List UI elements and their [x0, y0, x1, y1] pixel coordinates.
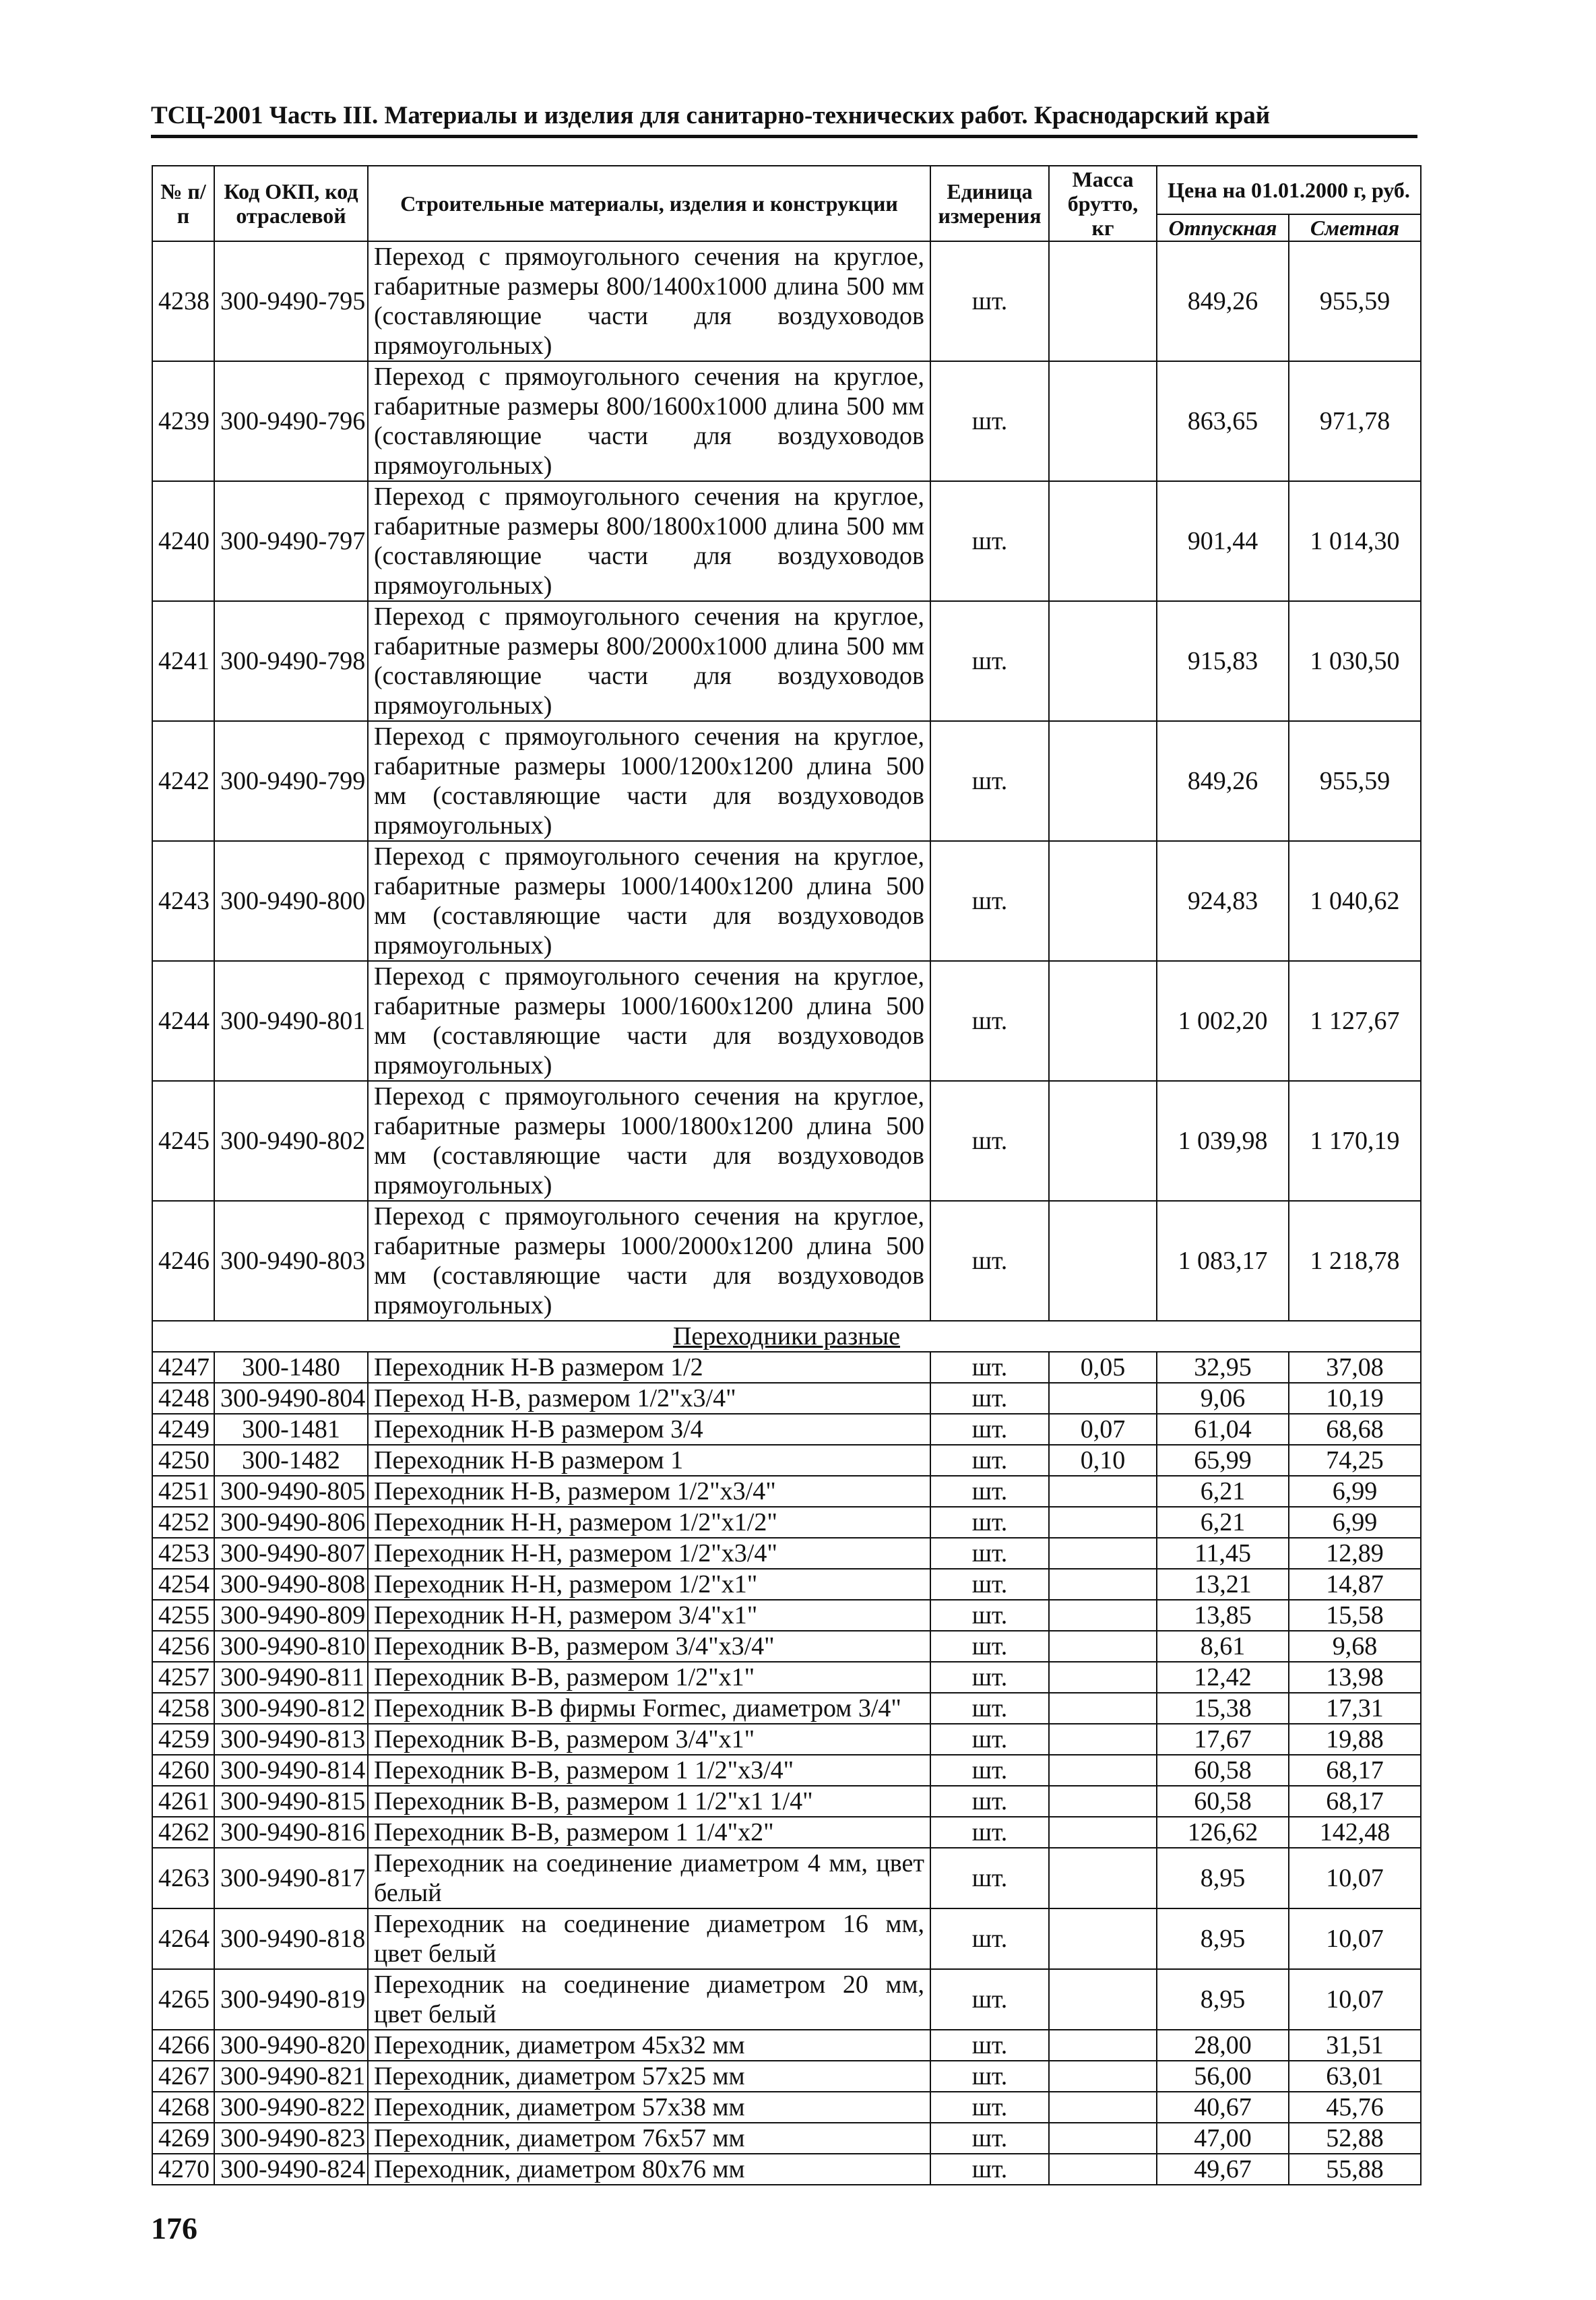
cell-mass	[1049, 601, 1157, 721]
table-row	[152, 1786, 1421, 1817]
cell-release-price: 849,26	[1157, 721, 1289, 841]
cell-num: 4259	[152, 1724, 214, 1755]
cell-code: 300-9490-807	[214, 1538, 368, 1569]
cell-code: 300-9490-819	[214, 1969, 368, 2030]
col-header-code: Код ОКП, код отраслевой	[214, 166, 368, 241]
table-row	[152, 1662, 1421, 1693]
cell-mass	[1049, 1817, 1157, 1848]
cell-estimate-price: 10,07	[1289, 1908, 1421, 1969]
cell-desc: Переход с прямоугольного сечения на круглое, габаритные размеры 1000/1600х1200 длина 500 мм (составляющие части для воздуховодов прямоугольных)	[368, 961, 930, 1081]
cell-num: 4250	[152, 1445, 214, 1476]
cell-estimate-price: 55,88	[1289, 2154, 1421, 2185]
table-row	[152, 721, 1421, 841]
cell-desc: Переходник Н-В размером 1/2	[368, 1352, 930, 1383]
cell-mass: 0,05	[1049, 1352, 1157, 1383]
table-row	[152, 961, 1421, 1081]
table-row	[152, 481, 1421, 601]
cell-mass	[1049, 1724, 1157, 1755]
cell-desc: Переход с прямоугольного сечения на круглое, габаритные размеры 800/1600х1000 длина 500 мм (составляющие части для воздуховодов прямоугольных)	[368, 361, 930, 481]
cell-release-price: 1 002,20	[1157, 961, 1289, 1081]
cell-release-price: 1 039,98	[1157, 1081, 1289, 1201]
cell-release-price: 11,45	[1157, 1538, 1289, 1569]
cell-estimate-price: 68,17	[1289, 1786, 1421, 1817]
cell-mass	[1049, 1507, 1157, 1538]
cell-mass	[1049, 2030, 1157, 2061]
cell-num: 4254	[152, 1569, 214, 1600]
rows-adapters-white	[152, 1848, 1421, 2030]
table-row	[152, 1383, 1421, 1414]
cell-code: 300-9490-805	[214, 1476, 368, 1507]
cell-unit: шт.	[930, 481, 1049, 601]
table-row	[152, 1569, 1421, 1600]
cell-estimate-price: 74,25	[1289, 1445, 1421, 1476]
cell-estimate-price: 1 014,30	[1289, 481, 1421, 601]
cell-desc: Переходник В-В, размером 1 1/2"х1 1/4"	[368, 1786, 930, 1817]
cell-code: 300-9490-820	[214, 2030, 368, 2061]
cell-unit: шт.	[930, 1383, 1049, 1414]
cell-desc: Переходник В-В, размером 1 1/4"х2"	[368, 1817, 930, 1848]
table-row	[152, 241, 1421, 361]
cell-code: 300-9490-796	[214, 361, 368, 481]
cell-desc: Переходник, диаметром 76х57 мм	[368, 2123, 930, 2154]
cell-desc: Переходник, диаметром 57х25 мм	[368, 2061, 930, 2092]
table-row	[152, 1081, 1421, 1201]
table-row	[152, 361, 1421, 481]
cell-release-price: 901,44	[1157, 481, 1289, 601]
cell-release-price: 1 083,17	[1157, 1201, 1289, 1321]
cell-unit: шт.	[930, 1507, 1049, 1538]
table-row	[152, 2092, 1421, 2123]
cell-num: 4256	[152, 1631, 214, 1662]
col-header-unit: Единица измерения	[930, 166, 1049, 241]
cell-num: 4243	[152, 841, 214, 961]
cell-num: 4260	[152, 1755, 214, 1786]
cell-release-price: 863,65	[1157, 361, 1289, 481]
cell-estimate-price: 68,68	[1289, 1414, 1421, 1445]
cell-unit: шт.	[930, 1817, 1049, 1848]
running-header: ТСЦ-2001 Часть III. Материалы и изделия для санитарно-технических работ. Краснодарский край	[151, 102, 1271, 129]
cell-code: 300-9490-803	[214, 1201, 368, 1321]
cell-desc: Переходник на соединение диаметром 4 мм, цвет белый	[368, 1848, 930, 1908]
cell-code: 300-9490-804	[214, 1383, 368, 1414]
cell-mass	[1049, 1081, 1157, 1201]
section-title: Переходники разные	[152, 1321, 1421, 1352]
cell-desc: Переходник В-В, размером 3/4"х1"	[368, 1724, 930, 1755]
table-row	[152, 841, 1421, 961]
cell-desc: Переходник Н-В, размером 1/2"х3/4"	[368, 1476, 930, 1507]
cell-release-price: 28,00	[1157, 2030, 1289, 2061]
col-header-mass: Масса брутто, кг	[1049, 166, 1157, 241]
cell-estimate-price: 9,68	[1289, 1631, 1421, 1662]
cell-code: 300-9490-815	[214, 1786, 368, 1817]
cell-estimate-price: 1 127,67	[1289, 961, 1421, 1081]
cell-mass	[1049, 2154, 1157, 2185]
cell-desc: Переходник Н-Н, размером 1/2"х1"	[368, 1569, 930, 1600]
cell-release-price: 17,67	[1157, 1724, 1289, 1755]
cell-estimate-price: 17,31	[1289, 1693, 1421, 1724]
price-table	[152, 165, 1422, 2185]
cell-desc: Переход с прямоугольного сечения на круглое, габаритные размеры 1000/1400х1200 длина 500 мм (составляющие части для воздуховодов прямоугольных)	[368, 841, 930, 961]
cell-code: 300-9490-812	[214, 1693, 368, 1724]
table-row	[152, 1848, 1421, 1908]
table-row	[152, 1414, 1421, 1445]
cell-desc: Переходник Н-Н, размером 1/2"х1/2"	[368, 1507, 930, 1538]
cell-estimate-price: 6,99	[1289, 1476, 1421, 1507]
table-row	[152, 1538, 1421, 1569]
cell-mass	[1049, 1201, 1157, 1321]
cell-estimate-price: 14,87	[1289, 1569, 1421, 1600]
cell-num: 4238	[152, 241, 214, 361]
table-row	[152, 1755, 1421, 1786]
cell-desc: Переходник, диаметром 45х32 мм	[368, 2030, 930, 2061]
cell-unit: шт.	[930, 1352, 1049, 1383]
cell-code: 300-9490-802	[214, 1081, 368, 1201]
cell-estimate-price: 15,58	[1289, 1600, 1421, 1631]
cell-code: 300-9490-797	[214, 481, 368, 601]
col-header-desc: Строительные материалы, изделия и конструкции	[368, 166, 930, 241]
cell-release-price: 6,21	[1157, 1507, 1289, 1538]
cell-desc: Переход с прямоугольного сечения на круглое, габаритные размеры 1000/1200х1200 длина 500 мм (составляющие части для воздуховодов прямоугольных)	[368, 721, 930, 841]
cell-mass: 0,07	[1049, 1414, 1157, 1445]
cell-unit: шт.	[930, 1600, 1049, 1631]
cell-mass	[1049, 1569, 1157, 1600]
cell-release-price: 12,42	[1157, 1662, 1289, 1693]
cell-unit: шт.	[930, 1201, 1049, 1321]
cell-estimate-price: 45,76	[1289, 2092, 1421, 2123]
rows-transitions	[152, 241, 1421, 1321]
cell-estimate-price: 142,48	[1289, 1817, 1421, 1848]
cell-desc: Переходник на соединение диаметром 16 мм, цвет белый	[368, 1908, 930, 1969]
cell-mass	[1049, 481, 1157, 601]
cell-estimate-price: 1 170,19	[1289, 1081, 1421, 1201]
cell-unit: шт.	[930, 1908, 1049, 1969]
cell-desc: Переходник В-В, размером 1 1/2"х3/4"	[368, 1755, 930, 1786]
cell-mass	[1049, 1538, 1157, 1569]
cell-unit: шт.	[930, 1081, 1049, 1201]
cell-num: 4240	[152, 481, 214, 601]
cell-unit: шт.	[930, 2061, 1049, 2092]
cell-code: 300-9490-822	[214, 2092, 368, 2123]
cell-code: 300-9490-814	[214, 1755, 368, 1786]
cell-mass	[1049, 241, 1157, 361]
cell-release-price: 126,62	[1157, 1817, 1289, 1848]
cell-num: 4241	[152, 601, 214, 721]
cell-num: 4264	[152, 1908, 214, 1969]
cell-estimate-price: 13,98	[1289, 1662, 1421, 1693]
cell-unit: шт.	[930, 1786, 1049, 1817]
cell-release-price: 61,04	[1157, 1414, 1289, 1445]
cell-num: 4253	[152, 1538, 214, 1569]
cell-estimate-price: 1 218,78	[1289, 1201, 1421, 1321]
table-row	[152, 2061, 1421, 2092]
cell-desc: Переходник Н-В размером 1	[368, 1445, 930, 1476]
cell-code: 300-9490-795	[214, 241, 368, 361]
cell-release-price: 924,83	[1157, 841, 1289, 961]
cell-estimate-price: 10,07	[1289, 1969, 1421, 2030]
cell-release-price: 8,95	[1157, 1969, 1289, 2030]
cell-release-price: 13,85	[1157, 1600, 1289, 1631]
cell-num: 4261	[152, 1786, 214, 1817]
col-header-estimate: Сметная	[1289, 214, 1421, 241]
cell-estimate-price: 955,59	[1289, 241, 1421, 361]
cell-code: 300-9490-806	[214, 1507, 368, 1538]
cell-mass	[1049, 1908, 1157, 1969]
section-row	[152, 1321, 1421, 1352]
cell-unit: шт.	[930, 841, 1049, 961]
cell-code: 300-9490-817	[214, 1848, 368, 1908]
table-row	[152, 1507, 1421, 1538]
cell-release-price: 8,61	[1157, 1631, 1289, 1662]
cell-release-price: 15,38	[1157, 1693, 1289, 1724]
cell-num: 4266	[152, 2030, 214, 2061]
header-rule	[151, 135, 1417, 138]
table-row	[152, 1817, 1421, 1848]
cell-unit: шт.	[930, 361, 1049, 481]
cell-unit: шт.	[930, 2030, 1049, 2061]
table-row	[152, 601, 1421, 721]
cell-release-price: 32,95	[1157, 1352, 1289, 1383]
table-row	[152, 2030, 1421, 2061]
cell-mass	[1049, 1786, 1157, 1817]
table-row	[152, 1969, 1421, 2030]
cell-estimate-price: 63,01	[1289, 2061, 1421, 2092]
cell-estimate-price: 1 030,50	[1289, 601, 1421, 721]
cell-desc: Переход с прямоугольного сечения на круглое, габаритные размеры 800/2000х1000 длина 500 мм (составляющие части для воздуховодов прямоугольных)	[368, 601, 930, 721]
cell-mass	[1049, 1476, 1157, 1507]
cell-mass	[1049, 1662, 1157, 1693]
cell-num: 4268	[152, 2092, 214, 2123]
cell-desc: Переходник В-В, размером 1/2"х1"	[368, 1662, 930, 1693]
cell-code: 300-9490-811	[214, 1662, 368, 1693]
cell-mass	[1049, 1848, 1157, 1908]
cell-desc: Переходник, диаметром 57х38 мм	[368, 2092, 930, 2123]
cell-desc: Переход с прямоугольного сечения на круглое, габаритные размеры 800/1400х1000 длина 500 мм (составляющие части для воздуховодов прямоугольных)	[368, 241, 930, 361]
cell-num: 4252	[152, 1507, 214, 1538]
cell-release-price: 60,58	[1157, 1755, 1289, 1786]
cell-estimate-price: 12,89	[1289, 1538, 1421, 1569]
cell-release-price: 13,21	[1157, 1569, 1289, 1600]
cell-unit: шт.	[930, 1476, 1049, 1507]
table-row	[152, 1631, 1421, 1662]
cell-desc: Переходник Н-Н, размером 3/4"х1"	[368, 1600, 930, 1631]
cell-estimate-price: 10,07	[1289, 1848, 1421, 1908]
cell-num: 4248	[152, 1383, 214, 1414]
table-row	[152, 1600, 1421, 1631]
cell-mass	[1049, 361, 1157, 481]
cell-unit: шт.	[930, 1538, 1049, 1569]
col-header-num: № п/п	[152, 166, 214, 241]
cell-release-price: 56,00	[1157, 2061, 1289, 2092]
cell-release-price: 8,95	[1157, 1848, 1289, 1908]
table-row	[152, 1724, 1421, 1755]
cell-mass	[1049, 1693, 1157, 1724]
cell-mass	[1049, 721, 1157, 841]
cell-desc: Переход Н-В, размером 1/2"х3/4"	[368, 1383, 930, 1414]
cell-code: 300-9490-798	[214, 601, 368, 721]
table-row	[152, 2123, 1421, 2154]
cell-num: 4246	[152, 1201, 214, 1321]
cell-num: 4262	[152, 1817, 214, 1848]
cell-desc: Переходник Н-Н, размером 1/2"х3/4"	[368, 1538, 930, 1569]
cell-release-price: 915,83	[1157, 601, 1289, 721]
cell-code: 300-9490-808	[214, 1569, 368, 1600]
cell-num: 4245	[152, 1081, 214, 1201]
table-row	[152, 1693, 1421, 1724]
cell-estimate-price: 1 040,62	[1289, 841, 1421, 961]
cell-release-price: 40,67	[1157, 2092, 1289, 2123]
cell-estimate-price: 10,19	[1289, 1383, 1421, 1414]
table-row	[152, 1352, 1421, 1383]
cell-code: 300-1480	[214, 1352, 368, 1383]
cell-unit: шт.	[930, 241, 1049, 361]
cell-unit: шт.	[930, 1969, 1049, 2030]
cell-unit: шт.	[930, 961, 1049, 1081]
cell-release-price: 8,95	[1157, 1908, 1289, 1969]
cell-num: 4258	[152, 1693, 214, 1724]
cell-mass	[1049, 1383, 1157, 1414]
cell-desc: Переход с прямоугольного сечения на круглое, габаритные размеры 800/1800х1000 длина 500 мм (составляющие части для воздуховодов прямоугольных)	[368, 481, 930, 601]
cell-code: 300-9490-800	[214, 841, 368, 961]
cell-estimate-price: 19,88	[1289, 1724, 1421, 1755]
cell-unit: шт.	[930, 1662, 1049, 1693]
cell-release-price: 49,67	[1157, 2154, 1289, 2185]
cell-mass	[1049, 1631, 1157, 1662]
table-row	[152, 2154, 1421, 2185]
col-header-release: Отпускная	[1157, 214, 1289, 241]
cell-unit: шт.	[930, 1693, 1049, 1724]
col-header-price: Цена на 01.01.2000 г, руб.	[1157, 166, 1421, 214]
cell-unit: шт.	[930, 1631, 1049, 1662]
cell-mass	[1049, 2061, 1157, 2092]
cell-code: 300-1481	[214, 1414, 368, 1445]
table-row	[152, 1445, 1421, 1476]
cell-desc: Переходник, диаметром 80х76 мм	[368, 2154, 930, 2185]
cell-release-price: 849,26	[1157, 241, 1289, 361]
cell-unit: шт.	[930, 1755, 1049, 1786]
cell-unit: шт.	[930, 1445, 1049, 1476]
cell-num: 4270	[152, 2154, 214, 2185]
cell-unit: шт.	[930, 1414, 1049, 1445]
cell-code: 300-9490-821	[214, 2061, 368, 2092]
cell-num: 4269	[152, 2123, 214, 2154]
cell-estimate-price: 971,78	[1289, 361, 1421, 481]
cell-code: 300-9490-816	[214, 1817, 368, 1848]
cell-unit: шт.	[930, 1724, 1049, 1755]
rows-adapters-diameter	[152, 2030, 1421, 2185]
cell-desc: Переходник на соединение диаметром 20 мм, цвет белый	[368, 1969, 930, 2030]
cell-num: 4249	[152, 1414, 214, 1445]
cell-num: 4242	[152, 721, 214, 841]
page-number: 176	[151, 2211, 197, 2245]
cell-estimate-price: 37,08	[1289, 1352, 1421, 1383]
cell-release-price: 9,06	[1157, 1383, 1289, 1414]
cell-estimate-price: 31,51	[1289, 2030, 1421, 2061]
cell-code: 300-9490-801	[214, 961, 368, 1081]
cell-release-price: 65,99	[1157, 1445, 1289, 1476]
cell-code: 300-9490-809	[214, 1600, 368, 1631]
cell-mass	[1049, 961, 1157, 1081]
cell-mass	[1049, 2123, 1157, 2154]
cell-code: 300-9490-823	[214, 2123, 368, 2154]
cell-unit: шт.	[930, 1569, 1049, 1600]
cell-desc: Переход с прямоугольного сечения на круглое, габаритные размеры 1000/1800х1200 длина 500 мм (составляющие части для воздуховодов прямоугольных)	[368, 1081, 930, 1201]
cell-unit: шт.	[930, 1848, 1049, 1908]
cell-code: 300-9490-818	[214, 1908, 368, 1969]
cell-num: 4263	[152, 1848, 214, 1908]
cell-code: 300-1482	[214, 1445, 368, 1476]
cell-mass	[1049, 1755, 1157, 1786]
cell-estimate-price: 68,17	[1289, 1755, 1421, 1786]
cell-num: 4251	[152, 1476, 214, 1507]
cell-estimate-price: 955,59	[1289, 721, 1421, 841]
cell-num: 4244	[152, 961, 214, 1081]
cell-unit: шт.	[930, 2123, 1049, 2154]
cell-mass: 0,10	[1049, 1445, 1157, 1476]
cell-code: 300-9490-799	[214, 721, 368, 841]
cell-desc: Переходник Н-В размером 3/4	[368, 1414, 930, 1445]
cell-code: 300-9490-810	[214, 1631, 368, 1662]
cell-desc: Переход с прямоугольного сечения на круглое, габаритные размеры 1000/2000х1200 длина 500 мм (составляющие части для воздуховодов прямоугольных)	[368, 1201, 930, 1321]
cell-desc: Переходник В-В, размером 3/4"х3/4"	[368, 1631, 930, 1662]
cell-desc: Переходник В-В фирмы Formec, диаметром 3/4"	[368, 1693, 930, 1724]
cell-num: 4239	[152, 361, 214, 481]
cell-code: 300-9490-824	[214, 2154, 368, 2185]
cell-code: 300-9490-813	[214, 1724, 368, 1755]
table-row	[152, 1476, 1421, 1507]
cell-release-price: 47,00	[1157, 2123, 1289, 2154]
cell-num: 4257	[152, 1662, 214, 1693]
rows-adapters	[152, 1352, 1421, 1848]
cell-release-price: 60,58	[1157, 1786, 1289, 1817]
cell-num: 4265	[152, 1969, 214, 2030]
cell-mass	[1049, 2092, 1157, 2123]
cell-unit: шт.	[930, 601, 1049, 721]
cell-mass	[1049, 841, 1157, 961]
cell-unit: шт.	[930, 721, 1049, 841]
cell-unit: шт.	[930, 2092, 1049, 2123]
cell-estimate-price: 52,88	[1289, 2123, 1421, 2154]
table-row	[152, 1201, 1421, 1321]
cell-unit: шт.	[930, 2154, 1049, 2185]
table-row	[152, 1908, 1421, 1969]
cell-release-price: 6,21	[1157, 1476, 1289, 1507]
cell-estimate-price: 6,99	[1289, 1507, 1421, 1538]
cell-num: 4247	[152, 1352, 214, 1383]
cell-mass	[1049, 1969, 1157, 2030]
cell-mass	[1049, 1600, 1157, 1631]
cell-num: 4255	[152, 1600, 214, 1631]
cell-num: 4267	[152, 2061, 214, 2092]
